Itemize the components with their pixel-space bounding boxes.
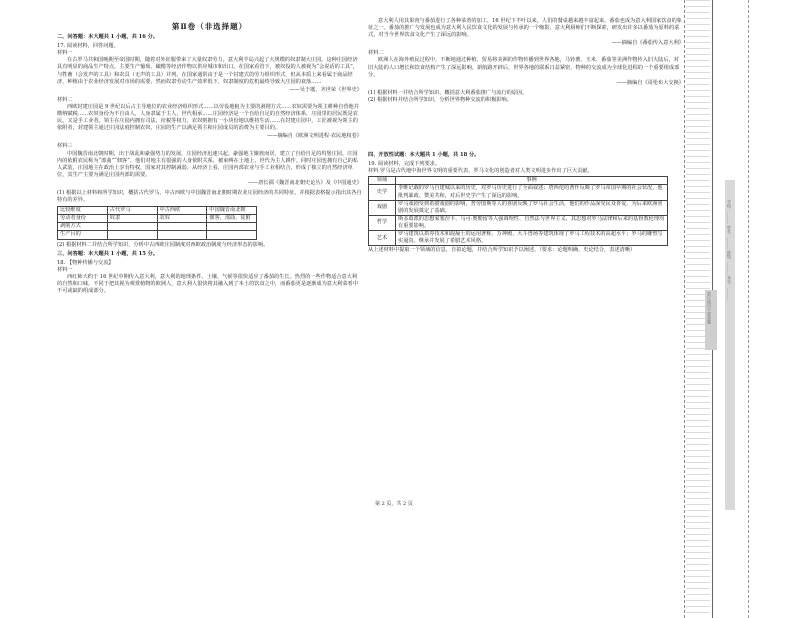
table-cell	[107, 231, 157, 239]
material-source: ——唐长孺《魏晋南北朝史论丛》及《中国通史》	[247, 179, 362, 186]
student-info-label: 学校：＿＿＿ 姓名：＿＿＿ 班级：＿＿＿ 考号：＿＿＿	[727, 200, 732, 300]
table-header-cell: 中国魏晋南北朝	[207, 207, 257, 215]
table-cell	[107, 223, 157, 231]
material-label: 材料一	[57, 50, 73, 57]
table-header-row	[369, 177, 668, 185]
material-text: 中国魏晋南北朝时期，出于战乱和豪强势力的发展，庄园经济迅速兴起。豪强地主聚族而居，建立了自给自足的坞堡庄园。庄园内的依附农民称为“部曲”“佃客”，他们对地主有很强的人身依附关系，被束缚在土地上，世代为主人耕作。同时庄园也拥有自己的私人武装，庄园地主在政治上享有特权，国家对其控制减弱。从经济上看，庄园内部农业与手工业相结合，形成了独立的自然经济单位，其生产主要为满足庄园内部的需要。	[57, 150, 359, 178]
material-label: 材料一	[57, 266, 73, 273]
sub-question: (2) 根据材料二并结合所学知识，分析中古西欧庄园制度对西欧政治制度与经济形态的影响。	[57, 241, 269, 248]
table-row	[369, 185, 668, 200]
left-column	[57, 18, 362, 295]
page-footer: 第 2 页，共 2 页	[375, 501, 413, 507]
table-cell: 李维记载的罗马自建城以来的历史，对罗马历史进行了全面叙述；塔西佗的著作反映了罗马帝国早期的社会状况，他批判暴政、赞美共和，对后世史学产生了深远的影响。	[396, 185, 668, 200]
binding-label: 装订线内不要答题	[707, 292, 712, 324]
material-text: 西红柿大约于 16 世纪中期传入意大利，意大利的地理条件、土壤、气候等很快适应了番茄的生长。热烈的一些作物适合意大利的自然和口味，不同于把其视为观赏植物的欧洲人，意大利人很快将其融入到了本土的饮食之中，而番茄更是逐渐成为意大利菜肴中不可或缺的组成部分。	[57, 273, 358, 295]
material-label: 材料三	[57, 143, 73, 150]
material-source: ——吴于廑、齐世荣《世界史》	[289, 86, 362, 93]
table-cell	[207, 231, 257, 239]
cut-line	[748, 0, 749, 618]
table-row	[369, 215, 668, 230]
table-row	[58, 231, 257, 239]
sub-question: (1) 根据以上材料和所学知识，概括古代罗马、中古西欧与中国魏晋南北朝时期农业庄园经济的共同特征，并根据表格提示指出其各自特有的差异。	[57, 189, 362, 204]
table-cell: 戏剧	[369, 200, 396, 215]
part3-heading: 三、问答题：本大题共 1 小题，共 15 分。	[57, 250, 159, 257]
material-text: 西欧封建庄园是 9 世纪以后占主导地位的农业经济组织形式……以劳役地租为主要的剥削方式……农奴需要为领主耕种自营地并缴纳赋税……农奴身份为不自由人，人身隶属于主人，世代相承……庄园经济是一个自给自足的自然经济体系，庄园里的居民既是农民，又是手工业者。领主在庄园内拥有司法、征税等权力，农奴则拥有一小块份地以维持生活……在封建庄园中，工匠被视为领主的依附者，封建领主通过庄园法庭控制农奴，庄园的生产以满足领主和庄园成员的消费为主要目的。	[57, 103, 359, 132]
examples-table	[368, 176, 668, 246]
table-cell: 劳动者身份	[58, 215, 108, 223]
table-cell: 艺术	[369, 230, 396, 245]
table-cell: 佃客、部曲、徒附	[207, 215, 257, 223]
table-cell: 剥削方式	[58, 223, 108, 231]
table-header-row	[58, 207, 257, 215]
comparison-table	[57, 206, 257, 239]
table-cell: 罗马建筑以拱券技术和混凝土的运用著称，万神殿、大斗兽场等建筑体现了罗马工程技术的高超水平；罗马的雕塑写实逼真，继承并发展了希腊艺术风格。	[396, 230, 668, 245]
table-header-cell: 领域	[369, 177, 396, 185]
table-cell: 生产目的	[58, 231, 108, 239]
table-cell: 奴隶	[107, 215, 157, 223]
table-row	[369, 230, 668, 245]
table-header-cell: 古代罗马	[107, 207, 157, 215]
table-row	[369, 200, 668, 215]
q18-prompt: 18. 【物种传播与交流】	[57, 259, 114, 266]
sub-question: (1) 根据材料一并结合所学知识，概括意大利番茄推广与流行的原因。	[368, 89, 528, 96]
material-text: 欧洲人在海外殖民过程中，不断地通过种植、贸易将美洲的作物传播到世界各地，马铃薯、玉米、番茄等美洲作物传入旧大陆后，对旧大陆的人口增长和饮食结构产生了深远影响。新航路开辟后，世界各地的联系日益紧密，物种的交流成为全球化进程的一个重要组成部分。	[368, 57, 680, 78]
table-cell	[157, 231, 207, 239]
table-header-cell: 中古西欧	[157, 207, 207, 215]
table-header-cell: 事例	[396, 177, 668, 185]
table-cell: 罗马戏剧受到希腊戏剧的影响，普劳图斯等人的喜剧反映了罗马社会生活，他们的作品深受民众喜爱，为后来欧洲喜剧的发展奠定了基础。	[396, 200, 668, 215]
table-row	[58, 215, 257, 223]
table-cell	[157, 223, 207, 231]
section-title: 第Ⅱ卷（非选择题）	[171, 22, 248, 31]
material-label: 材料二	[57, 96, 73, 103]
q17-prompt: 17. 阅读材料，回答问题。	[57, 43, 119, 50]
part4-heading: 四、开放性试题：本大题共 1 小题，共 18 分。	[368, 152, 480, 159]
table-cell: 哲学	[369, 215, 396, 230]
exam-page	[45, 18, 693, 507]
material-text: 材料 罗马是古代地中海世界文明的重要代表，罗马文化的创造者对人类文明进步作出了巨大贡献。	[368, 168, 593, 175]
q19-prompt: 19. 阅读材料，完成下列要求。	[368, 161, 441, 168]
table-header-cell: 比较维度	[58, 207, 108, 215]
part2-heading: 二、问答题：本大题共 1 小题，共 16 分。	[57, 34, 159, 41]
material-label: 材料二	[368, 50, 384, 57]
right-column	[368, 18, 684, 254]
answer-space	[368, 104, 684, 150]
table-cell: 农奴	[157, 215, 207, 223]
table-cell	[207, 223, 257, 231]
table-cell: 史学	[369, 185, 396, 200]
material-source: ——摘编自《哥伦布大交换》	[616, 79, 684, 86]
table-cell: 斯多葛派的思想家塞涅卡、马可·奥勒留等人强调理性、自然法与世界主义，其思想对罗马法律和后来的基督教伦理均有重要影响。	[396, 215, 668, 230]
sub-question: 从上述材料中提取一个领域的信息，自拟论题，并结合所学知识予以阐述。（要求：论题明确，史论结合，表述清晰）	[368, 247, 636, 254]
material-source: ——摘编自《番茄传入意大利》	[611, 40, 684, 47]
material-text: 在古罗马共和国晚期至帝国时期，随着对外征服带来了大量奴隶劳力，意大利半岛兴起了大规模的奴隶制大庄园。这种庄园经济具有明显的商品生产特点，主要生产葡萄、橄榄等经济作物以供应城市和出口。在国家看管下，被奴役的人被视为“会说话的工具”，与牲畜（会发声的工具）和农具（无声的工具）并列。在国家通常由于是一个封建式的劳力组织形式，但从本质上来看属于商品经济，种植由于农业经济发展对市场的需要，然而奴隶劳动生产效率低下，奴隶制度的危机最终导致大庄园的衰落……	[57, 57, 358, 85]
binding-line	[684, 0, 685, 618]
material-text: 意大利人用其果肉与番茄进行了各种菜肴的加工，16 世纪下半叶以来，人们的餐桌越来越丰富起来，番茄也成为意大利国家饮食的象征之一。番茄的推广与发展也成为意大利人民饮食文化的发展与传承的一个缩影，意大利厨师们不断探索，研发出许多以番茄为原料的菜式，对当今世界饮食文化产生了深远的影响。	[368, 18, 682, 39]
table-row	[58, 223, 257, 231]
material-source: ——摘编自《欧洲文明进程·农民地权卷》	[266, 133, 362, 140]
sub-question: (2) 根据材料并结合所学知识，分析世界物种交流的积极影响。	[368, 96, 512, 103]
